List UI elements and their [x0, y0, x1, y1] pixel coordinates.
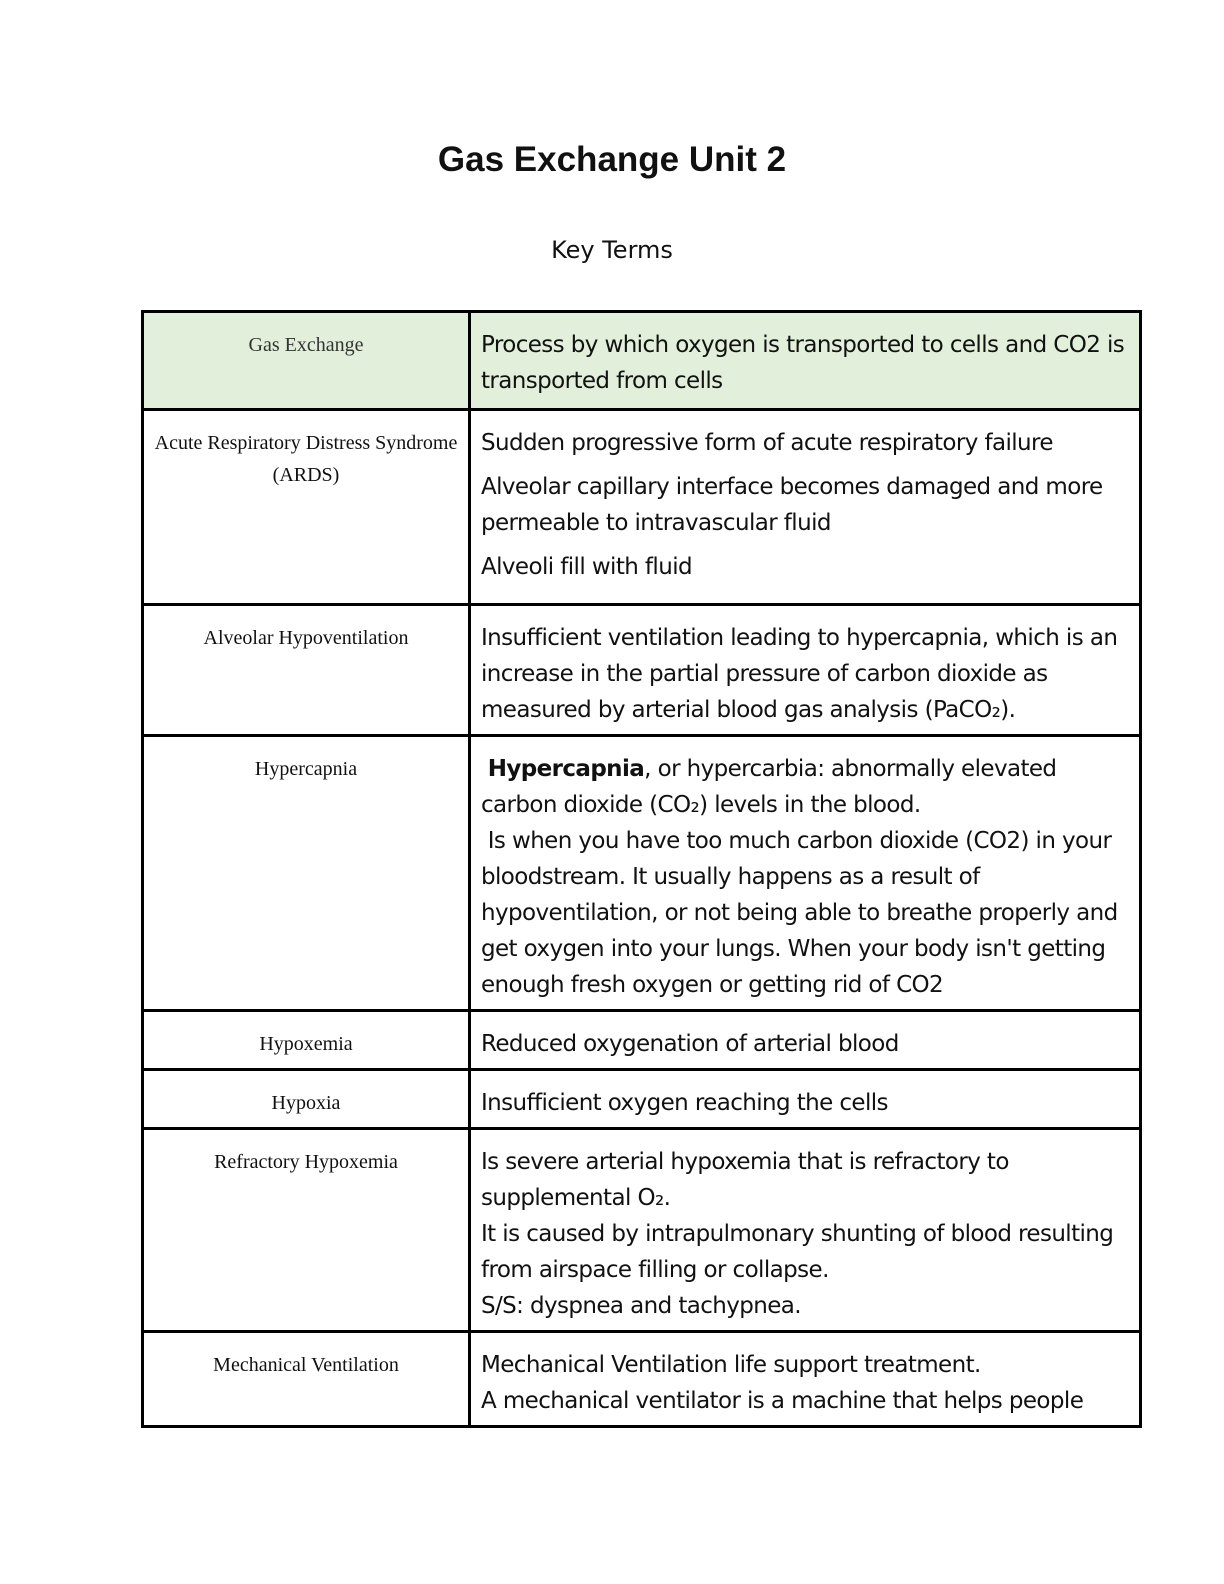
definition-text: Is severe arterial hypoxemia that is refractory to supplemental O₂. — [481, 1149, 1009, 1211]
table-row — [143, 1070, 1141, 1129]
term-cell: Refractory Hypoxemia — [143, 1129, 470, 1332]
term-cell: Mechanical Ventilation — [143, 1332, 470, 1427]
definition-cell — [470, 736, 1141, 1011]
definition-cell — [470, 1129, 1141, 1332]
definition-text: S/S: dyspnea and tachypnea. — [481, 1293, 801, 1319]
document-subtitle: Key Terms — [551, 236, 673, 264]
definition-cell — [470, 1070, 1141, 1129]
table-row — [143, 1011, 1141, 1070]
term-cell: Hypoxemia — [143, 1011, 470, 1070]
definition-text: A mechanical ventilator is a machine that helps people — [481, 1388, 1084, 1414]
definition-text: Process by which oxygen is transported to cells and CO2 is transported from cells — [481, 332, 1125, 394]
definition-text: Alveoli fill with fluid — [481, 554, 692, 580]
definition-text-rest: , or hypercarbia: abnormally elevated carbon dioxide (CO₂) levels in the blood. — [481, 756, 1057, 818]
definition-cell — [470, 410, 1141, 605]
table-row — [143, 1129, 1141, 1332]
table-row — [143, 605, 1141, 736]
definition-cell — [470, 605, 1141, 736]
term-cell: Gas Exchange — [143, 312, 470, 410]
definition-cell — [470, 1011, 1141, 1070]
definition-text: It is caused by intrapulmonary shunting of blood resulting from airspace filling or collapse. — [481, 1221, 1114, 1283]
term-cell: Acute Respiratory Distress Syndrome (ARDS) — [143, 410, 470, 605]
definition-text: Mechanical Ventilation life support treatment. — [481, 1352, 981, 1378]
definition-text: Sudden progressive form of acute respiratory failure — [481, 430, 1053, 456]
term-cell: Hypercapnia — [143, 736, 470, 1011]
definition-text: Insufficient ventilation leading to hypercapnia, which is an increase in the partial pressure of carbon dioxide as measured by arterial blood gas analysis (PaCO₂). — [481, 625, 1118, 723]
table-row — [143, 410, 1141, 605]
table-row — [143, 736, 1141, 1011]
definition-text: Alveolar capillary interface becomes damaged and more permeable to intravascular fluid — [481, 474, 1103, 536]
key-terms-table — [141, 310, 1142, 1428]
definition-text: Insufficient oxygen reaching the cells — [481, 1090, 888, 1116]
definition-cell — [470, 1332, 1141, 1427]
definition-text: Is when you have too much carbon dioxide (CO2) in your bloodstream. It usually happens as a result of hypoventilation, or not being able to breathe properly and get oxygen into your lungs. When your body isn't getting enough fresh oxygen or getting rid of CO2 — [481, 828, 1125, 998]
definition-text — [481, 751, 1129, 823]
document-title: Gas Exchange Unit 2 — [437, 140, 787, 179]
term-cell: Hypoxia — [143, 1070, 470, 1129]
definition-text: Reduced oxygenation of arterial blood — [481, 1031, 899, 1057]
definition-cell — [470, 312, 1141, 410]
definition-bold-term: Hypercapnia — [487, 756, 645, 782]
table-row — [143, 312, 1141, 410]
table-row — [143, 1332, 1141, 1427]
term-cell: Alveolar Hypoventilation — [143, 605, 470, 736]
